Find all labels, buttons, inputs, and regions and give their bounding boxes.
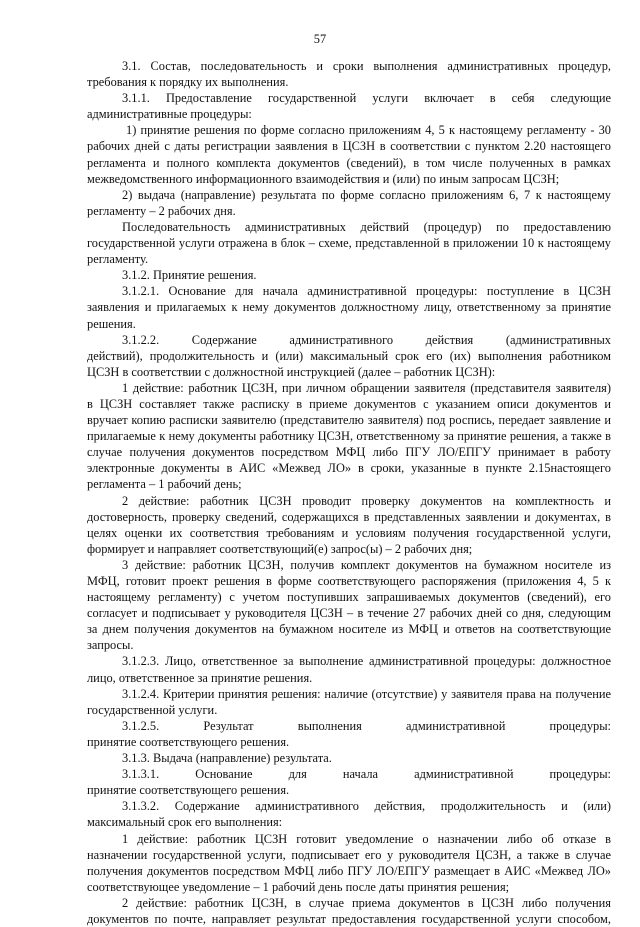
text-line: регламента и полного комплекта документов (сведений), в том числе полученных в рамках (87, 155, 611, 170)
text-line: 3.1.2.5. Результат выполнения административной процедуры: (122, 718, 611, 733)
text-line: получения документов посредством МФЦ либо ПГУ ЛО/ЕПГУ размещает в АИС «Межвед ЛО» (87, 863, 611, 878)
text-line: вручает копию расписки заявителю (представителю заявителя) под роспись, передает заявление и (87, 413, 611, 428)
text-line: максимальный срок его выполнения: (87, 815, 283, 830)
text-line: 3.1. Состав, последовательность и сроки выполнения административных процедур, (122, 59, 611, 73)
text-line: заявления и прилагаемых к нему документов должностному лицу, ответственному за принятие (87, 300, 611, 315)
text-line: 2 действие: работник ЦСЗН, в случае приема документов в ЦСЗН либо получения (122, 895, 611, 910)
text-line: действий), продолжительность и (или) максимальный срок его (их) выполнения работником (87, 348, 611, 363)
text-line: 3.1.2.1. Основание для начала административной процедуры: поступление в ЦСЗН (122, 284, 611, 299)
text-line: межведомственного информационного взаимодействия и (или) по иным запросам ЦСЗН; (87, 171, 560, 186)
text-line: 1 действие: работник ЦСЗН готовит уведомление о назначении либо об отказе в (122, 831, 611, 846)
text-line: 3.1.3.2. Содержание административного действия, продолжительность и (или) (122, 799, 611, 814)
text-line: 3.1.3.1. Основание для начала административной процедуры: (122, 767, 611, 782)
text-line: регламента – 1 рабочий день; (87, 477, 242, 492)
text-line: в ЦСЗН составляет также расписку в приеме документов с указанием описи документов и (87, 396, 611, 411)
text-line: случае получения документов посредством МФЦ либо ПГУ ЛО/ЕПГУ принимает в работу (87, 445, 611, 460)
text-line: лицо, ответственное за принятие решения. (87, 670, 313, 685)
text-line: прилагаемые к нему документы работнику ЦСЗН, ответственному за принятие решения, а также в (87, 429, 611, 444)
text-line: за днем получения документов на бумажном носителе из МФЦ и ответов на соответствующие (87, 622, 611, 637)
text-line: 3.1.2.2. Содержание административного действия (административных (122, 332, 611, 347)
document-body (87, 58, 611, 927)
text-line: документов по почте, направляет результат предоставления государственной услуги способом, (87, 911, 611, 926)
text-line: регламенту. (87, 252, 149, 267)
text-line: 3.1.1. Предоставление государственной услуги включает в себя следующие (122, 91, 611, 106)
text-line: Последовательность административных действий (процедур) по предоставлению (122, 219, 611, 234)
text-line: согласует и подписывает у руководителя ЦСЗН – в течение 27 рабочих дней со дня, следующим (87, 606, 611, 621)
text-line: 1) принятие решения по форме согласно приложениям 4, 5 к настоящему регламенту - 30 (126, 123, 611, 138)
text-line: регламенту – 2 рабочих дня. (87, 203, 236, 218)
text-line: государственной услуги. (87, 702, 218, 717)
text-line: МФЦ, готовит проект решения в форме соответствующего распоряжения (приложения 4, 5 к (87, 574, 611, 588)
text-line: принятие соответствующего решения. (87, 734, 290, 749)
text-line: 3.1.3. Выдача (направление) результата. (122, 751, 332, 766)
text-line: 2) выдача (направление) результата по форме согласно приложениям 6, 7 к настоящему (122, 187, 611, 202)
text-line: принятие соответствующего решения. (87, 783, 290, 798)
text-line: электронные документы в АИС «Межвед ЛО» в сроки, указанные в пункте 2.15настоящего (87, 461, 611, 476)
text-line: решения. (87, 316, 136, 331)
text-line: 3.1.2.3. Лицо, ответственное за выполнение административной процедуры: должностное (122, 654, 611, 669)
page-number: 57 (313, 32, 327, 46)
text-line: целях оценки их соответствия требованиям и условиям получения государственной услуги, (87, 525, 611, 540)
text-line: соответствующее уведомление – 1 рабочий день после даты принятия решения; (87, 879, 510, 894)
text-line: рабочих дней с даты регистрации заявления в ЦСЗН в соответствии с пунктом 2.20 настоящего (87, 139, 611, 154)
text-line: 3.1.2. Принятие решения. (122, 268, 257, 283)
text-line: требования к порядку их выполнения. (87, 75, 289, 90)
text-line: ЦСЗН в соответствии с должностной инструкцией (далее – работник ЦСЗН): (87, 364, 496, 379)
text-line: государственной услуги отражена в блок – схеме, представленной в приложении 10 к настоящему (87, 236, 611, 251)
text-line: 3 действие: работник ЦСЗН, получив комплект документов на бумажном носителе из (122, 557, 611, 572)
text-line: достоверность, проверку сведений, содержащихся в представленных заявлении и документах, в (87, 509, 611, 524)
text-line: 1 действие: работник ЦСЗН, при личном обращении заявителя (представителя заявителя) (122, 380, 611, 395)
text-line: 3.1.2.4. Критерии принятия решения: наличие (отсутствие) у заявителя права на получение (122, 686, 611, 701)
text-line: административные процедуры: (87, 107, 252, 122)
text-line: запросы. (87, 638, 134, 653)
text-line: 2 действие: работник ЦСЗН проводит проверку документов на комплектность и (122, 493, 611, 508)
text-line: формирует и направляет соответствующий(е) запрос(ы) – 2 рабочих дня; (87, 541, 473, 556)
text-line: назначении государственной услуги, подписывает его у руководителя ЦСЗН, а также в случае (87, 847, 611, 862)
text-line: настоящему регламенту) с учетом поступивших запрашиваемых документов (сведений), его (87, 590, 611, 605)
